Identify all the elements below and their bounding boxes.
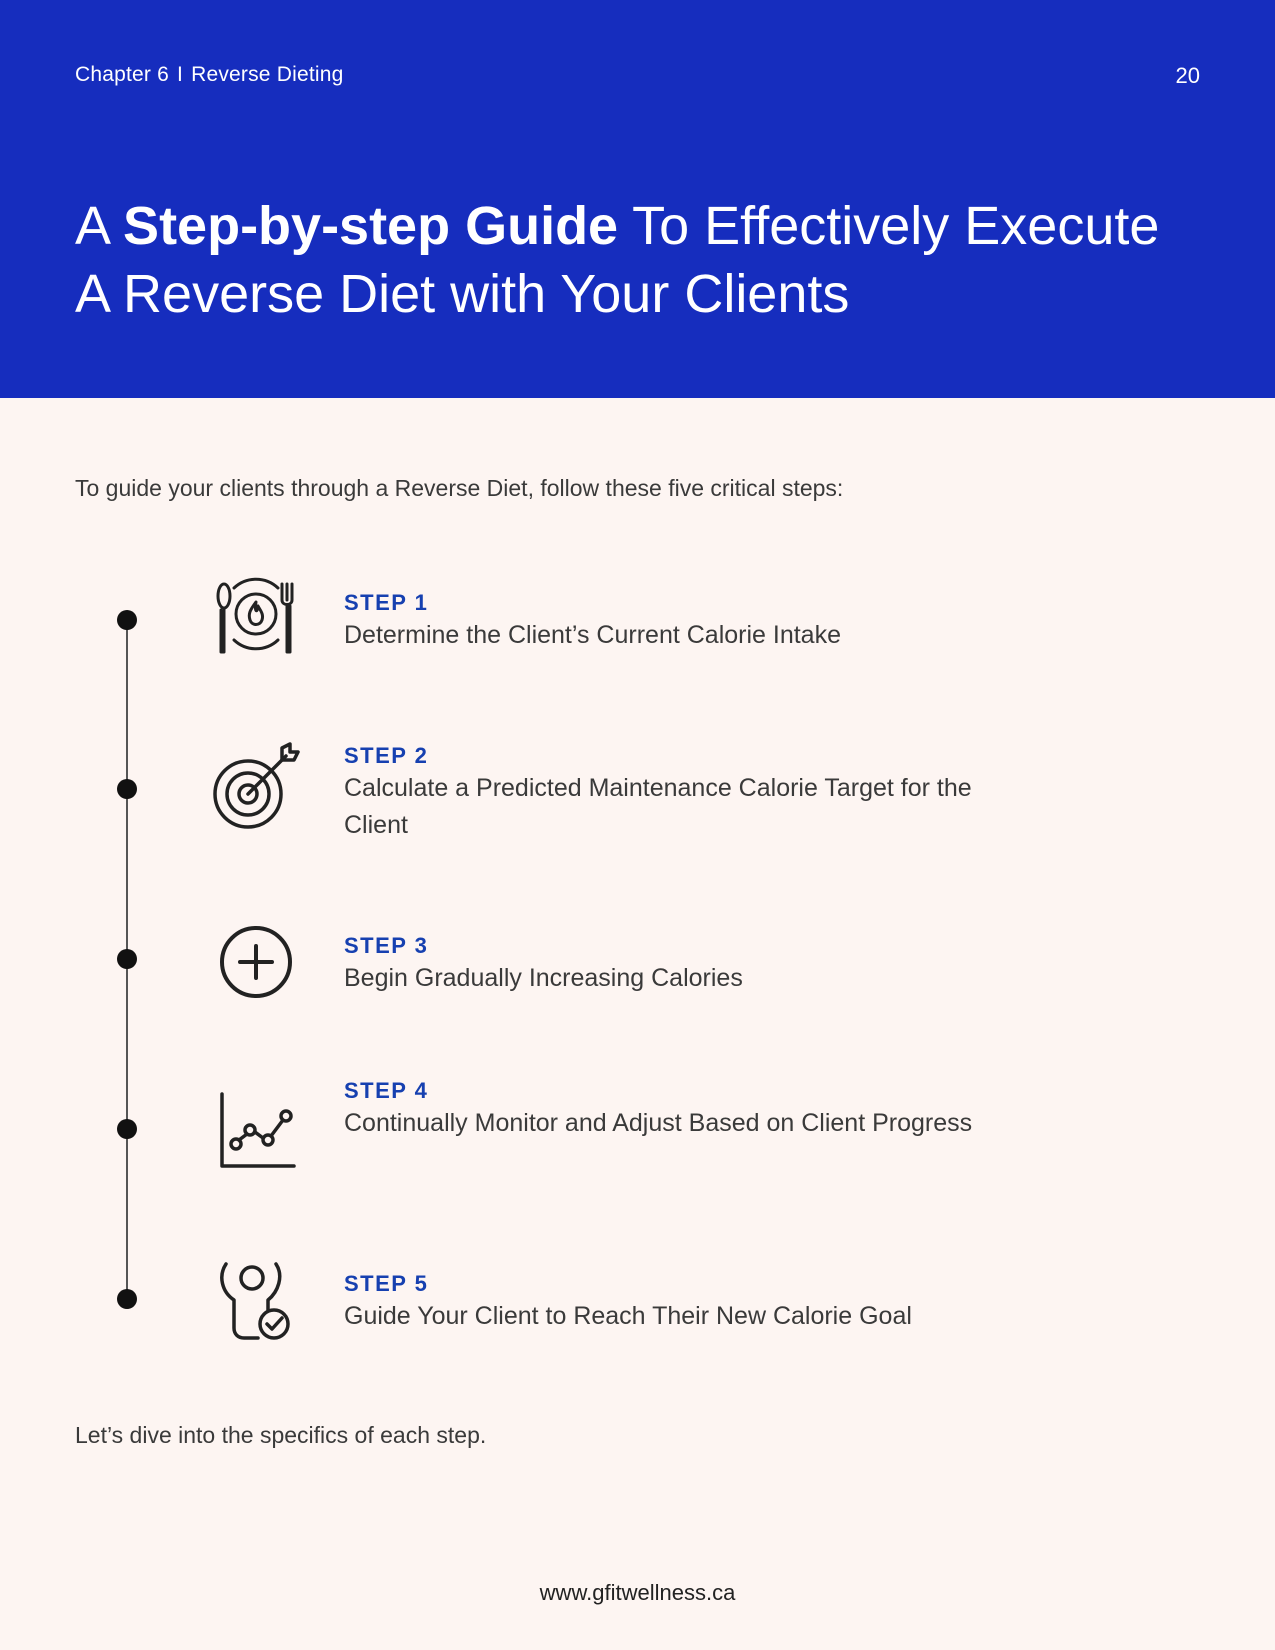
- header-banner: [0, 0, 1275, 398]
- title-lead: A: [75, 196, 124, 256]
- person-check-icon: [212, 1256, 300, 1344]
- chapter-breadcrumb: [75, 63, 343, 87]
- step-3-text: Begin Gradually Increasing Calories: [344, 964, 743, 992]
- step-4-label: STEP 4: [344, 1078, 429, 1103]
- breadcrumb-separator: I: [177, 63, 184, 86]
- plus-circle-icon: [212, 918, 300, 1006]
- title-rest: To Effectively Execute A Reverse Diet with Your Clients: [75, 196, 1160, 324]
- plate-flame-icon: [212, 570, 300, 658]
- step-2-label: STEP 2: [344, 743, 429, 768]
- timeline-dot-4: [117, 1119, 137, 1139]
- timeline-dot-5: [117, 1289, 137, 1309]
- step-3-label: STEP 3: [344, 933, 429, 958]
- line-chart-icon: [212, 1088, 300, 1176]
- step-4-text: Continually Monitor and Adjust Based on Client Progress: [344, 1109, 973, 1137]
- timeline-dot-3: [117, 949, 137, 969]
- page-number: 20: [1175, 63, 1200, 88]
- timeline-dot-2: [117, 779, 137, 799]
- timeline-dot-1: [117, 610, 137, 630]
- footer-website: www.gfitwellness.ca: [539, 1580, 736, 1605]
- step-5-text: Guide Your Client to Reach Their New Calorie Goal: [344, 1302, 912, 1330]
- outro-text: Let’s dive into the specifics of each step.: [75, 1422, 487, 1448]
- step-1-label: STEP 1: [344, 590, 429, 615]
- step-5-label: STEP 5: [344, 1271, 429, 1296]
- title-bold: Step-by-step Guide: [123, 196, 619, 256]
- target-icon: [212, 742, 300, 830]
- step-2-text: Calculate a Predicted Maintenance Calorie Target for the Client: [344, 774, 972, 839]
- chapter-title: Reverse Dieting: [191, 63, 344, 86]
- page-title: [75, 192, 1195, 328]
- intro-text: To guide your clients through a Reverse Diet, follow these five critical steps:: [75, 475, 844, 501]
- chapter-number: Chapter 6: [75, 63, 170, 86]
- step-1-text: Determine the Client’s Current Calorie Intake: [344, 621, 841, 649]
